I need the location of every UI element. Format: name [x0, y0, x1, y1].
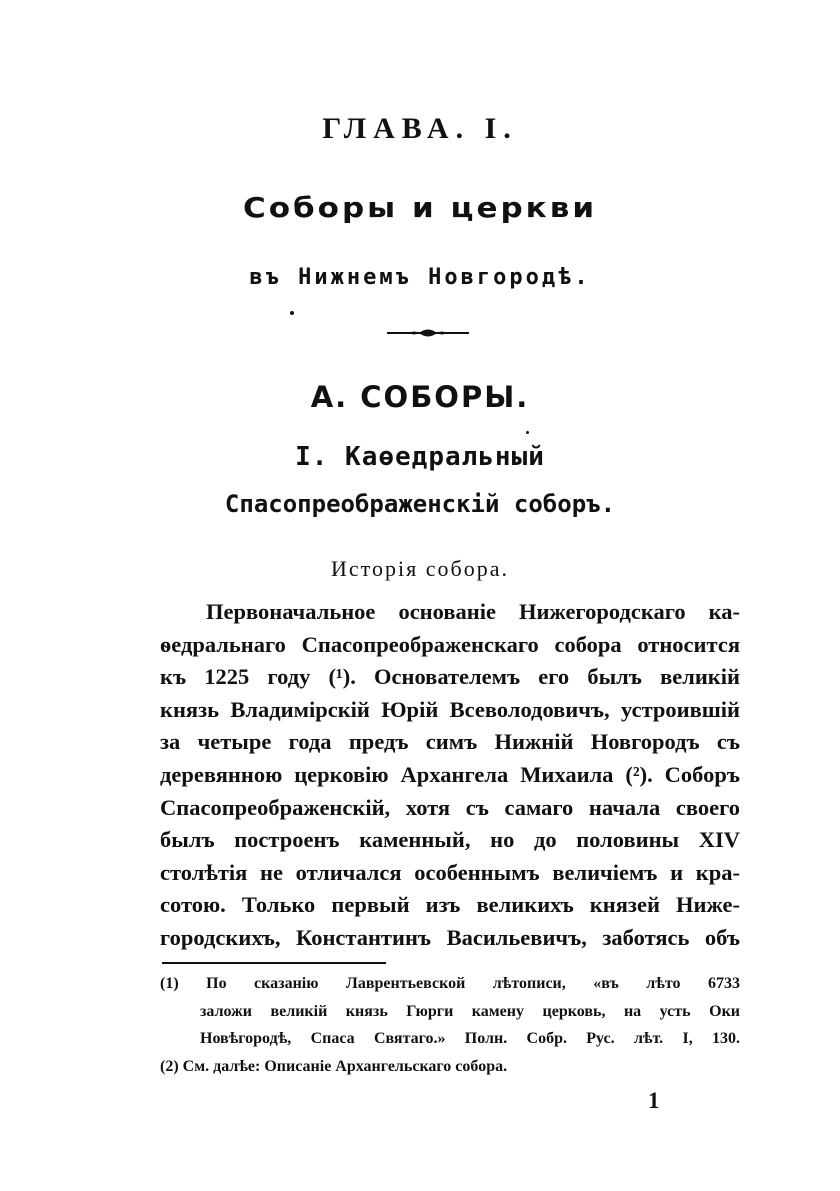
body-line: деревянною церковію Архангела Михаила (²). Соборъ	[160, 761, 740, 787]
footnotes	[160, 970, 740, 1080]
body-line: князь Владимірскій Юрій Всеволодовичъ, устроившій	[160, 696, 740, 722]
stray-dot-mark	[526, 431, 529, 434]
subsection-title-line2: Спасопреображенскій соборъ.	[224, 490, 616, 518]
subsection-title-line1: I. Каѳедральный	[295, 442, 545, 472]
body-line: за четыре года предъ симъ Нижній Новгородъ съ	[160, 729, 740, 755]
body-paragraph	[160, 596, 740, 955]
footnote-line: заложи великій князь Гюрги камену церковь, на усть Оки	[200, 1002, 740, 1020]
body-line: былъ построенъ каменный, но до половины XIV	[160, 827, 740, 853]
body-line: столѣтія не отличался особеннымъ величіемъ и кра-	[160, 859, 740, 885]
page-number: 1	[648, 1088, 660, 1113]
body-line: къ 1225 году (¹). Основателемъ его былъ великій	[160, 664, 740, 690]
stray-dot-mark	[290, 311, 294, 315]
section-title: А. СОБОРЫ.	[310, 380, 530, 414]
body-line: Первоначальное основаніе Нижегородскаго ка-	[206, 599, 740, 624]
body-line: сотою. Только первый изъ великихъ князей Ниже-	[160, 892, 740, 918]
body-line: Спасопреображенскій, хотя съ самаго начала своего	[160, 794, 740, 820]
chapter-subtitle: въ Нижнемъ Новгородѣ.	[249, 265, 591, 290]
footnote-divider	[162, 962, 386, 964]
chapter-label: ГЛАВА. I.	[322, 112, 518, 145]
body-line: городскихъ, Константинъ Васильевичъ, заботясь объ	[160, 924, 740, 950]
history-heading: Исторія собора.	[331, 556, 509, 581]
chapter-title: Соборы и церкви	[242, 191, 598, 225]
footnote-line: (2) См. далѣе: Описаніе Архангельскаго собора.	[160, 1057, 508, 1075]
footnote-line: Новѣгородѣ, Спаса Святаго.» Полн. Собр. Рус. лѣт. I, 130.	[200, 1030, 740, 1047]
footnote-line: (1) По сказанію Лаврентьевской лѣтописи, «въ лѣто 6733	[160, 975, 740, 992]
ornament-divider-icon	[385, 325, 471, 341]
body-line: ѳедральнаго Спасопреображенскаго собора относится	[160, 631, 740, 657]
